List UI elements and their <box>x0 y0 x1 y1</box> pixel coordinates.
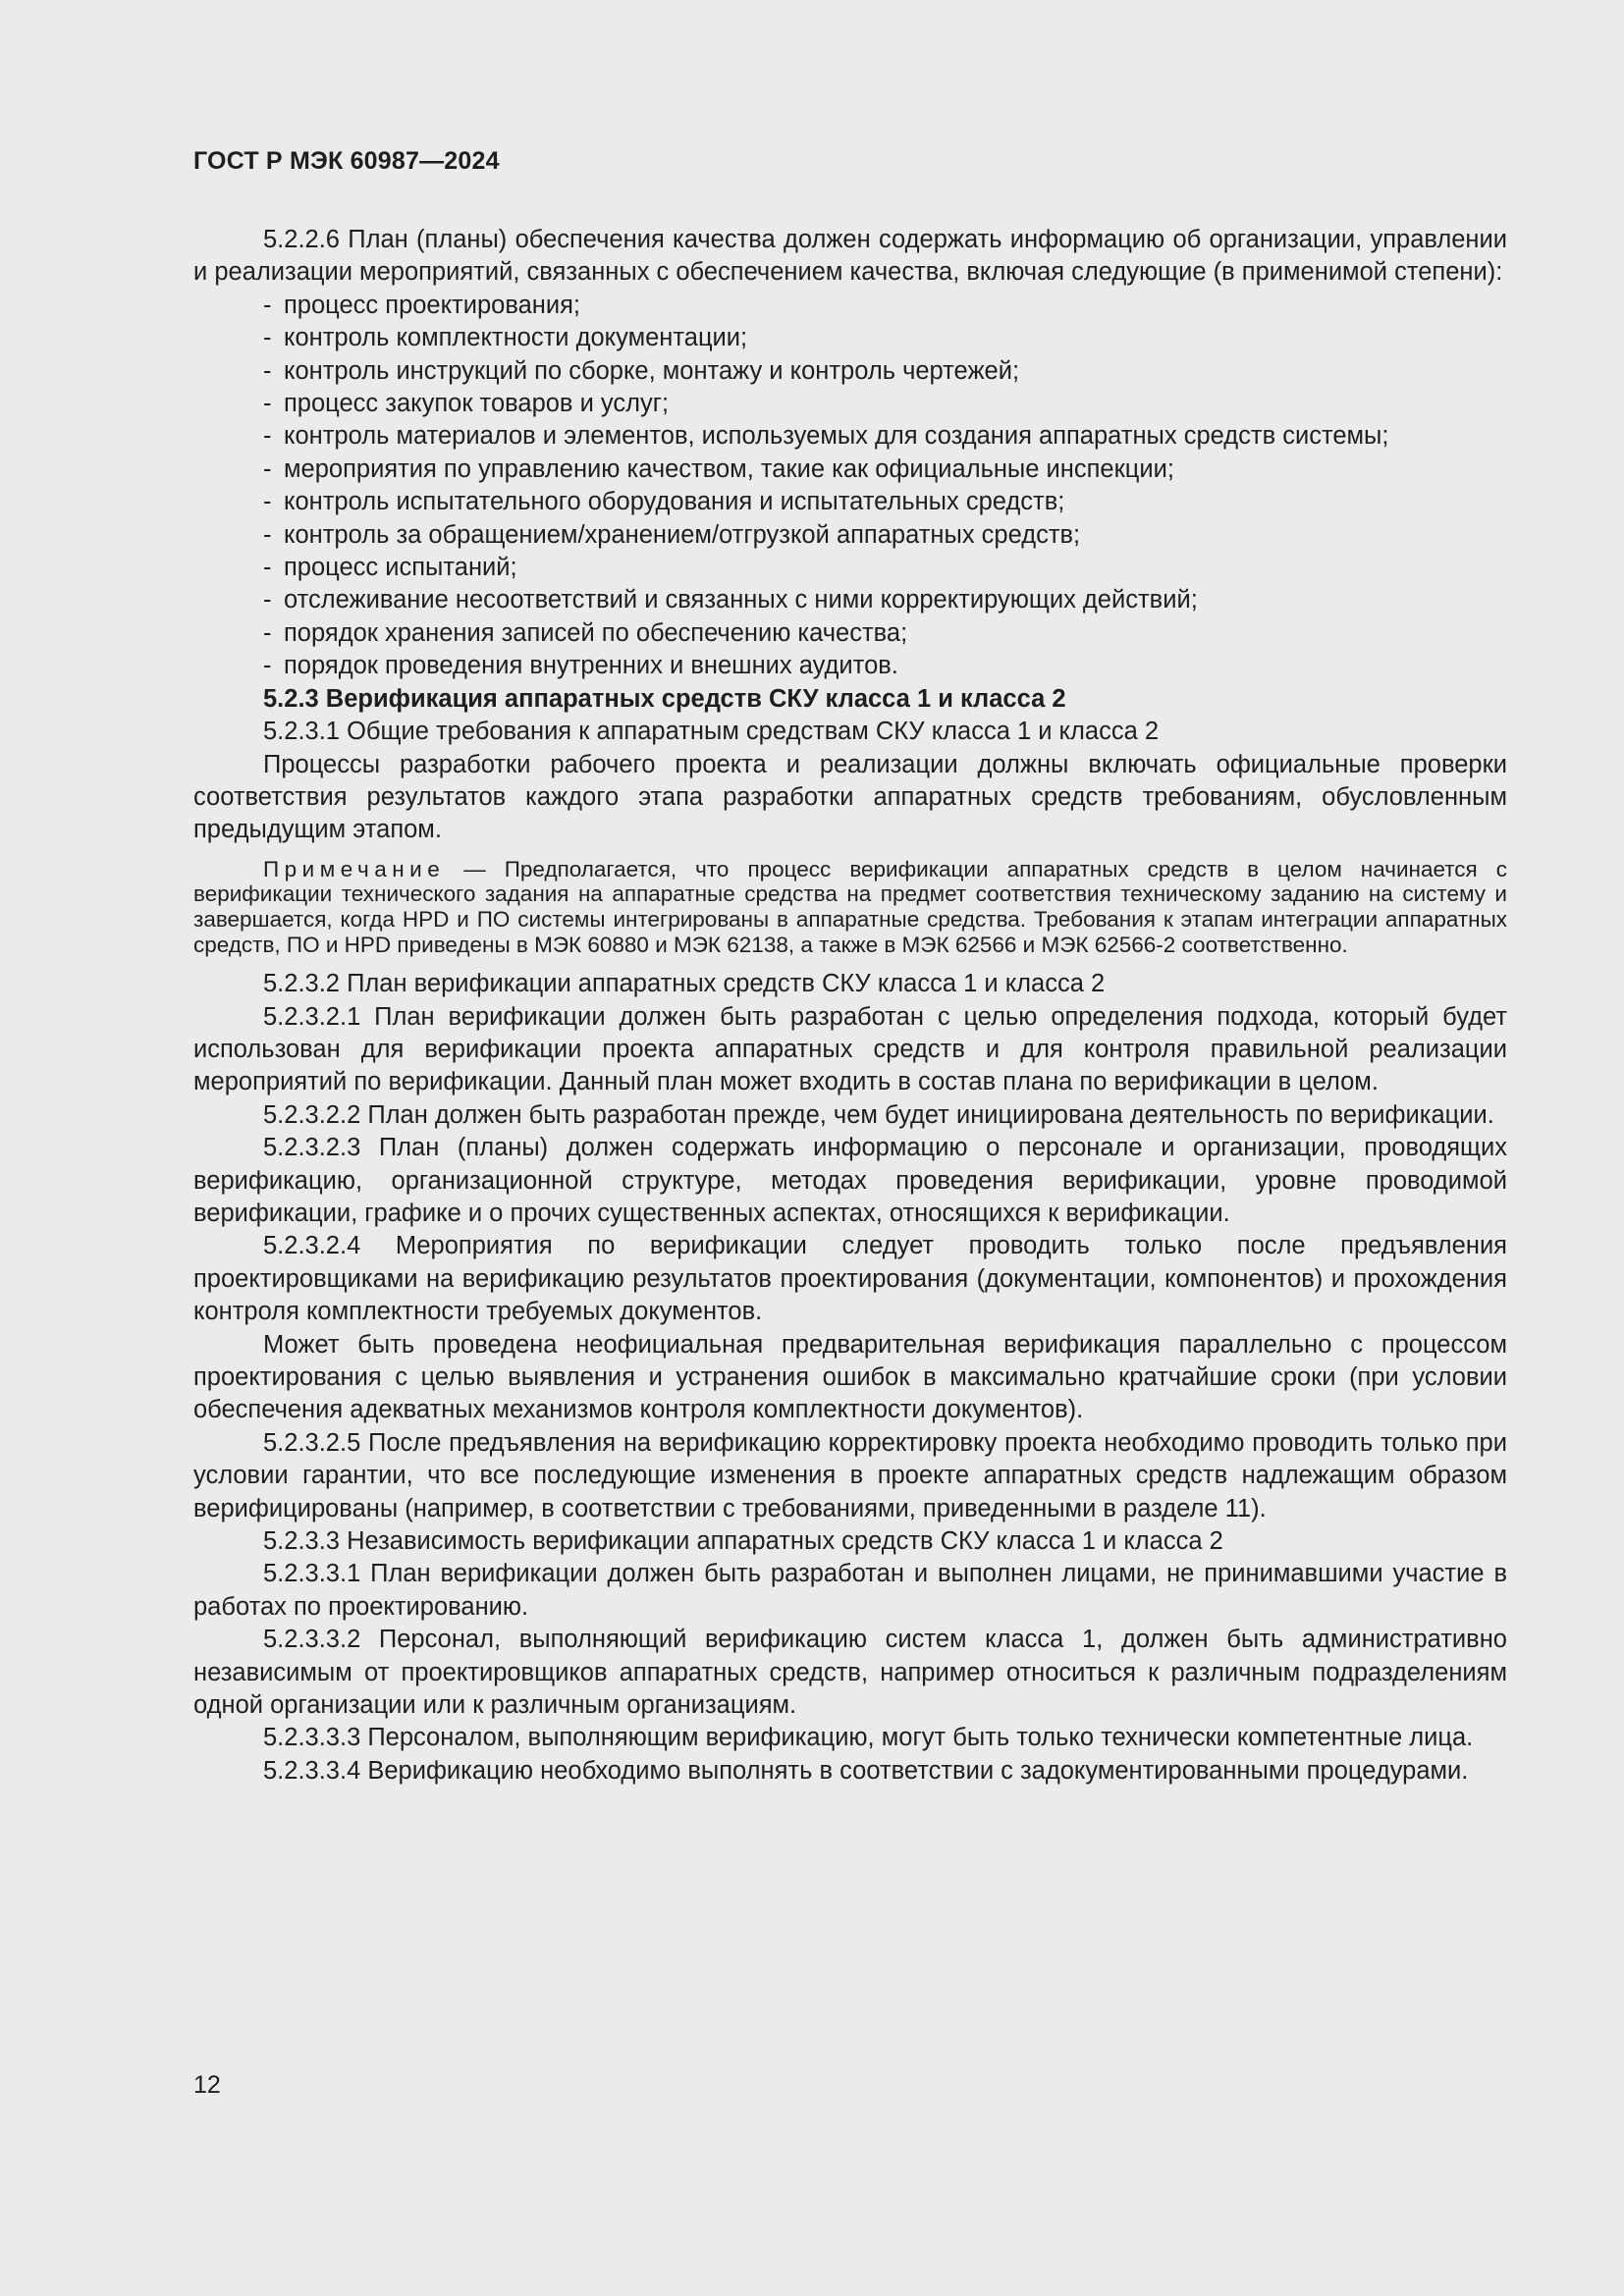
clause-5-2-3-2-5: 5.2.3.2.5 После предъявления на верификацию корректировку проекта необходимо проводить только при условии гарантии, что все последующие изменения в проекте аппаратных средств надлежащим образом верифицированы (например, в соответствии с требованиями, приведенными в разделе 11). <box>193 1428 1507 1522</box>
list-item: - процесс испытаний; <box>263 552 1507 584</box>
list-item: - контроль комплектности документации; <box>263 322 1507 354</box>
list-item: - контроль испытательного оборудования и испытательных средств; <box>263 486 1507 518</box>
clause-5-2-3-2-4: 5.2.3.2.4 Мероприятия по верификации следует проводить только после предъявления проектировщиками на верификацию результатов проектирования (документации, компонентов) и прохождения контроля комплектности требуемых документов. <box>193 1232 1507 1326</box>
clause-5-2-3-3-2: 5.2.3.3.2 Персонал, выполняющий верификацию систем класса 1, должен быть административно независимым от проектировщиков аппаратных средств, например относиться к различным подразделениям одной организации или к различным организациям. <box>193 1626 1507 1720</box>
list-item: - процесс проектирования; <box>263 290 1507 322</box>
subsection-heading-5-2-3-2: 5.2.3.2 План верификации аппаратных средств СКУ класса 1 и класса 2 <box>263 970 1106 998</box>
note <box>193 857 1507 957</box>
document-code: ГОСТ Р МЭК 60987—2024 <box>193 147 500 175</box>
clause-5-2-3-3-3: 5.2.3.3.3 Персоналом, выполняющим верификацию, могут быть только технически компетентные лица. <box>263 1724 1474 1752</box>
list-item: - процесс закупок товаров и услуг; <box>263 388 1507 420</box>
clause-5-2-3-1-text: Процессы разработки рабочего проекта и реализации должны включать официальные проверки соответствия результатов каждого этапа разработки аппаратных средств требованиям, обусловленным предыдущим этапом. <box>193 750 1507 844</box>
qa-plan-items-list <box>193 290 1507 683</box>
list-item: - порядок хранения записей по обеспечению качества; <box>263 617 1507 650</box>
clause-5-2-3-3-1: 5.2.3.3.1 План верификации должен быть разработан и выполнен лицами, не принимавшими участие в работах по проектированию. <box>193 1560 1507 1621</box>
list-item: - контроль инструкций по сборке, монтажу и контроль чертежей; <box>263 355 1507 388</box>
clause-5-2-3-2-3: 5.2.3.2.3 План (планы) должен содержать информацию о персонале и организации, проводящих верификацию, организационной структуре, методах проведения верификации, уровне проводимой верификации, графике и о прочих существенных аспектах, относящихся к верификации. <box>193 1134 1507 1227</box>
clause-5-2-2-6-intro: 5.2.2.6 План (планы) обеспечения качества должен содержать информацию об организации, управлении и реализации мероприятий, связанных с обеспечением качества, включая следующие (в применимой степени): <box>193 226 1507 287</box>
clause-5-2-3-3-4: 5.2.3.3.4 Верификацию необходимо выполнять в соответствии с задокументированными процедурами. <box>263 1756 1469 1785</box>
list-item: - контроль за обращением/хранением/отгрузкой аппаратных средств; <box>263 519 1507 552</box>
clause-5-2-3-2-4-continued: Может быть проведена неофициальная предварительная верификация параллельно с процессом проектирования с целью выявления и устранения ошибок в максимально кратчайшие сроки (при условии обеспечения адекватных механизмов контроля комплектности документов). <box>193 1330 1507 1424</box>
note-text: — Предполагается, что процесс верификации аппаратных средств в целом начинается с верификации технического задания на аппаратные средства на предмет соответствия техническому заданию на систему и завершается, когда HPD и ПО системы интегрированы в аппаратные средства. Требования к этапам интеграции аппаратных средств, ПО и HPD приведены в МЭК 60880 и МЭК 62138, а также в МЭК 62566 и МЭК 62566-2 соответственно. <box>193 856 1507 957</box>
subsection-heading-5-2-3-1: 5.2.3.1 Общие требования к аппаратным средствам СКУ класса 1 и класса 2 <box>263 718 1160 746</box>
note-label: Примечание <box>263 856 446 881</box>
list-item: - мероприятия по управлению качеством, такие как официальные инспекции; <box>263 454 1507 486</box>
subsection-heading-5-2-3-3: 5.2.3.3 Независимость верификации аппаратных средств СКУ класса 1 и класса 2 <box>263 1527 1223 1555</box>
section-heading-5-2-3: 5.2.3 Верификация аппаратных средств СКУ класса 1 и класса 2 <box>263 684 1066 713</box>
list-item: - контроль материалов и элементов, используемых для создания аппаратных средств системы; <box>263 420 1507 453</box>
clause-5-2-3-2-1: 5.2.3.2.1 План верификации должен быть разработан с целью определения подхода, который будет использован для верификации проекта аппаратных средств и для контроля правильной реализации мероприятий по верификации. Данный план может входить в состав плана по верификации в целом. <box>193 1002 1507 1096</box>
document-body <box>193 224 1507 1788</box>
list-item: - отслеживание несоответствий и связанных с ними корректирующих действий; <box>263 584 1507 616</box>
page-number: 12 <box>193 2071 221 2099</box>
list-item: - порядок проведения внутренних и внешних аудитов. <box>263 650 1507 682</box>
clause-5-2-3-2-2: 5.2.3.2.2 План должен быть разработан прежде, чем будет инициирована деятельность по верификации. <box>263 1100 1494 1129</box>
